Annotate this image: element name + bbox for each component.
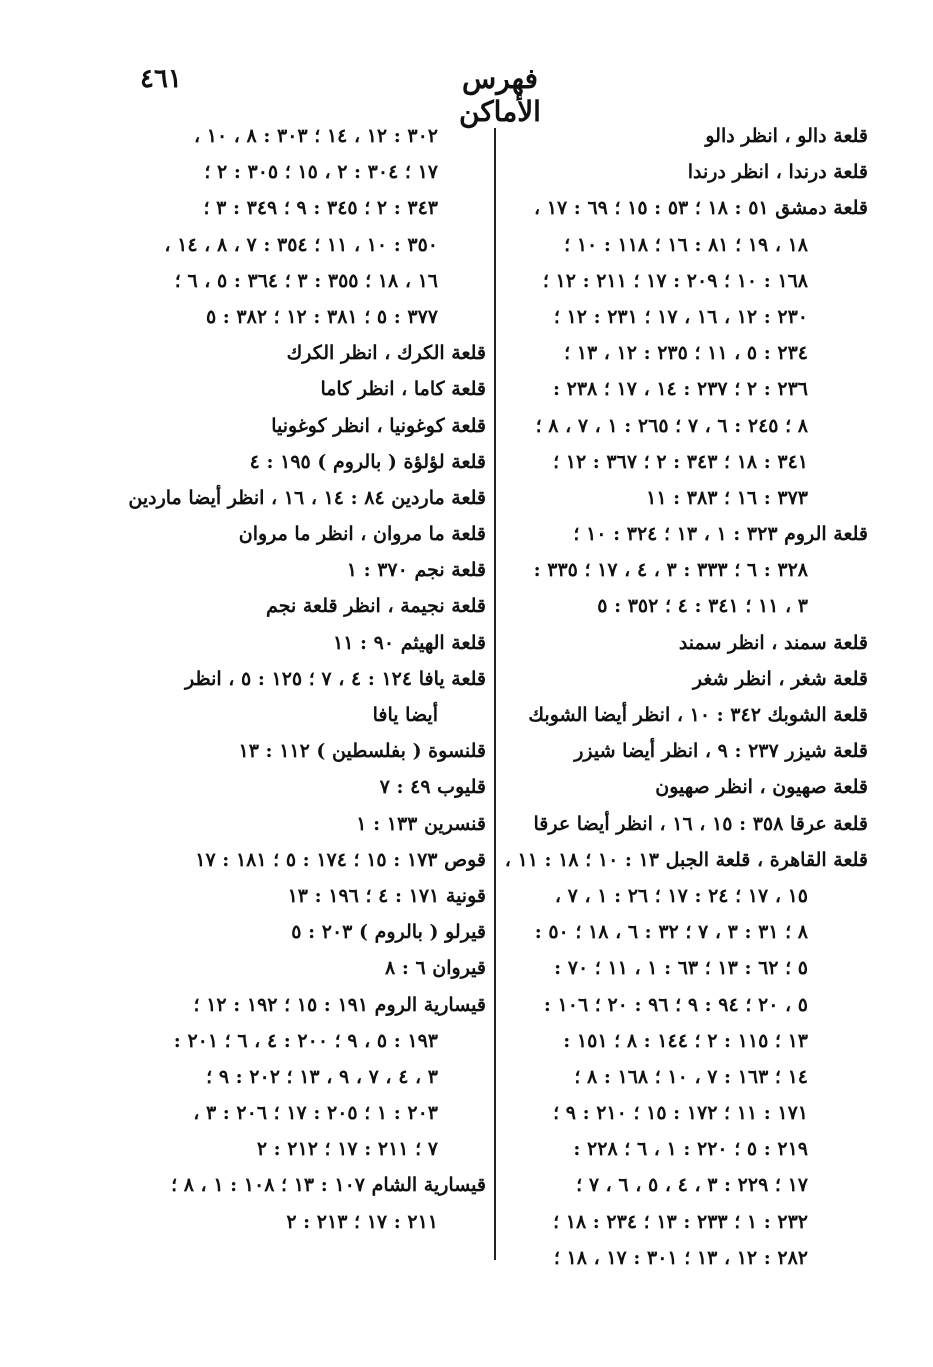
index-entry-continuation: أيضا يافا	[372, 704, 438, 726]
index-entry: قلعة كوغونيا ، انظر كوغونيا	[271, 414, 486, 437]
index-entry-continuation: ٣٠٢ : ١٢ ، ١٤ ؛ ٣٠٣ : ٨ ، ١٠ ،	[193, 125, 438, 147]
index-entry: قلنسوة ( بفلسطين ) ١١٢ : ١٣	[238, 740, 486, 763]
index-entry: قلعة عرقا ٣٥٨ : ١٥ ، ١٦ ، انظر أيضا عرقا	[533, 812, 868, 835]
index-entry-continuation: ٢٣٢ : ١ ؛ ٢٣٣ : ١٣ ؛ ٢٣٤ : ١٨ ؛	[553, 1210, 808, 1233]
index-entry: قلعة الهيثم ٩٠ : ١١	[333, 631, 486, 654]
index-entry-continuation: ١٤ ؛ ١٦٣ : ٧ ، ١٠ ؛ ١٦٨ : ٨ ؛	[574, 1065, 808, 1088]
index-entry: قلعة نجم ٣٧٠ : ١	[346, 559, 486, 582]
index-entry: قلعة سمند ، انظر سمند	[678, 631, 868, 654]
index-entry: قيسارية الروم ١٩١ : ١٥ ؛ ١٩٢ : ١٢ ؛	[193, 993, 486, 1016]
index-entry: قلعة ما مروان ، انظر ما مروان	[238, 523, 486, 546]
index-entry-continuation: ٣٧٧ : ٥ ؛ ٣٨١ : ١٢ ؛ ٣٨٢ : ٥	[205, 305, 438, 328]
index-entry: قلعة شغر ، انظر شغر	[692, 667, 868, 690]
index-entry-continuation: ١٧١ : ١١ ؛ ١٧٢ : ١٥ ؛ ٢١٠ : ٩ ؛	[553, 1102, 808, 1125]
index-entry-continuation: ٥ ؛ ٦٢ : ١٣ ؛ ٦٣ : ١ ، ١١ ؛ ٧٠ :	[554, 957, 808, 980]
index-entry-continuation: ٢٣٦ : ٢ ؛ ٢٣٧ : ١٤ ، ١٧ ؛ ٢٣٨ :	[552, 378, 808, 401]
index-entry: قلعة صهيون ، انظر صهيون	[655, 776, 868, 799]
index-entry-continuation: ٣ ، ٤ ، ٧ ، ٩ ، ١٣ ؛ ٢٠٢ : ٩ ؛	[206, 1065, 438, 1088]
index-entry-continuation: ٢٣٠ : ١٢ ، ١٦ ، ١٧ ؛ ٢٣١ : ١٢ ؛	[553, 305, 808, 328]
index-entry-continuation: ٣٤١ : ١٨ ؛ ٣٤٣ : ٢ ؛ ٣٦٧ : ١٢ ؛	[553, 450, 808, 473]
index-entry-continuation: ٢٣٤ : ٥ ، ١١ ؛ ٢٣٥ : ١٢ ، ١٣ ؛	[564, 342, 808, 365]
index-entry-continuation: ٣٧٣ : ١٦ ؛ ٣٨٣ : ١١	[646, 486, 808, 509]
column-divider	[494, 128, 496, 1260]
index-column-left	[130, 118, 486, 1240]
index-entry: قلعة كاما ، انظر كاما	[320, 378, 486, 401]
index-entry-continuation: ١٧ ؛ ٣٠٤ : ٢ ، ١٥ ؛ ٣٠٥ : ٢ ؛	[204, 161, 438, 184]
index-entry: قلعة الكرك ، انظر الكرك	[286, 342, 486, 365]
index-entry-continuation: ٨ ؛ ٣١ : ٣ ، ٧ ؛ ٣٢ : ٦ ، ١٨ ؛ ٥٠ :	[534, 921, 808, 944]
index-entry: قليوب ٤٩ : ٧	[379, 776, 486, 799]
index-entry-continuation: ١٨ ، ١٩ ؛ ٨١ : ١٦ ؛ ١١٨ : ١٠ ؛	[564, 233, 808, 256]
page-number: ٤٦١	[140, 64, 182, 94]
index-entry-continuation: ٢١١ : ١٧ ؛ ٢١٣ : ٢	[286, 1210, 438, 1233]
page-title: فهرس الأماكن	[459, 62, 541, 128]
index-entry: قلعة درندا ، انظر درندا	[687, 161, 868, 184]
index-entry-continuation: ١٣ ؛ ١١٥ : ٢ ؛ ١٤٤ : ٨ ؛ ١٥١ :	[563, 1029, 808, 1052]
index-entry-continuation: ١٦ ، ١٨ ؛ ٣٥٥ : ٣ ؛ ٣٦٤ : ٥ ، ٦ ؛	[174, 269, 438, 292]
index-entry: قيرلو ( بالروم ) ٢٠٣ : ٥	[291, 921, 486, 944]
index-entry-continuation: ٧ ؛ ٢١١ : ١٧ ؛ ٢١٢ : ٢	[256, 1138, 438, 1161]
index-entry: قونية ١٧١ : ٤ ؛ ١٩٦ : ١٣	[287, 884, 486, 907]
index-entry-continuation: ٣٢٨ : ٦ ؛ ٣٣٣ : ٣ ، ٤ ، ١٧ ؛ ٣٣٥ :	[533, 559, 808, 582]
index-entry: قلعة يافا ١٢٤ : ٤ ، ٧ ؛ ١٢٥ : ٥ ، انظر	[185, 667, 486, 690]
index-entry-continuation: ١٦٨ : ١٠ ؛ ٢٠٩ : ١٧ ؛ ٢١١ : ١٢ ؛	[542, 269, 808, 292]
index-entry-continuation: ١٧ ؛ ٢٢٩ : ٣ ، ٤ ، ٥ ، ٦ ، ٧ ؛	[576, 1174, 808, 1197]
index-entry-continuation: ٨ ؛ ٢٤٥ : ٦ ، ٧ ؛ ٢٦٥ : ١ ، ٧ ، ٨ ؛	[535, 414, 808, 437]
index-entry-continuation: ٣٤٣ : ٢ ؛ ٣٤٥ : ٩ ؛ ٣٤٩ : ٣ ؛	[203, 197, 438, 220]
index-entry: قنسرين ١٣٣ : ١	[356, 812, 486, 835]
index-entry: قيروان ٦ : ٨	[384, 957, 486, 980]
index-entry-continuation: ٢١٩ : ٥ ؛ ٢٢٠ : ١ ، ٦ ؛ ٢٢٨ :	[573, 1138, 808, 1161]
index-entry: قيسارية الشام ١٠٧ : ١٣ ؛ ١٠٨ : ١ ، ٨ ؛	[171, 1174, 486, 1197]
index-entry: قلعة شيزر ٢٣٧ : ٩ ، انظر أيضا شيزر	[574, 740, 868, 763]
index-entry-continuation: ٥ ، ٢٠ ؛ ٩٤ : ٩ ؛ ٩٦ : ٢٠ ؛ ١٠٦ :	[543, 993, 808, 1016]
index-entry-continuation: ١٩٣ : ٥ ، ٩ ؛ ٢٠٠ : ٤ ، ٦ ؛ ٢٠١ :	[173, 1029, 438, 1052]
index-entry: قلعة دمشق ٥١ : ١٨ ؛ ٥٣ : ١٥ ؛ ٦٩ : ١٧ ،	[534, 197, 868, 220]
index-entry: قلعة نجيمة ، انظر قلعة نجم	[266, 595, 486, 618]
index-entry-continuation: ٢٠٣ : ١ ؛ ٢٠٥ : ١٧ ؛ ٢٠٦ : ٣ ،	[193, 1102, 438, 1125]
index-entry-continuation: ١٥ ، ١٧ ؛ ٢٤ : ١٧ ؛ ٢٦ : ١ ، ٧ ،	[554, 884, 808, 907]
index-entry: قلعة الشوبك ٣٤٢ : ١٠ ، انظر أيضا الشوبك	[528, 704, 868, 726]
index-entry-continuation: ٣ ، ١١ ؛ ٣٤١ : ٤ ؛ ٣٥٢ : ٥	[597, 595, 808, 618]
index-entry: قلعة ماردين ٨٤ : ١٤ ، ١٦ ، انظر أيضا ماردين	[128, 486, 486, 509]
index-entry: قلعة دالو ، انظر دالو	[705, 125, 868, 147]
index-entry: قلعة الروم ٣٢٣ : ١ ، ١٣ ؛ ٣٢٤ : ١٠ ؛	[573, 523, 868, 546]
index-entry: قلعة القاهرة ، قلعة الجبل ١٣ : ١٠ ؛ ١٨ : ١١ ،	[504, 848, 868, 871]
index-entry: قلعة لؤلؤة ( بالروم ) ١٩٥ : ٤	[249, 450, 486, 473]
index-entry: قوص ١٧٣ : ١٥ ؛ ١٧٤ : ٥ ؛ ١٨١ : ١٧	[195, 848, 486, 871]
index-entry-continuation: ٣٥٠ : ١٠ ، ١١ ؛ ٣٥٤ : ٧ ، ٨ ، ١٤ ،	[164, 233, 438, 256]
index-entry-continuation: ٢٨٢ : ١٢ ، ١٣ ؛ ٣٠١ : ١٧ ، ١٨ ؛	[553, 1246, 808, 1269]
index-column-right	[504, 118, 868, 1276]
